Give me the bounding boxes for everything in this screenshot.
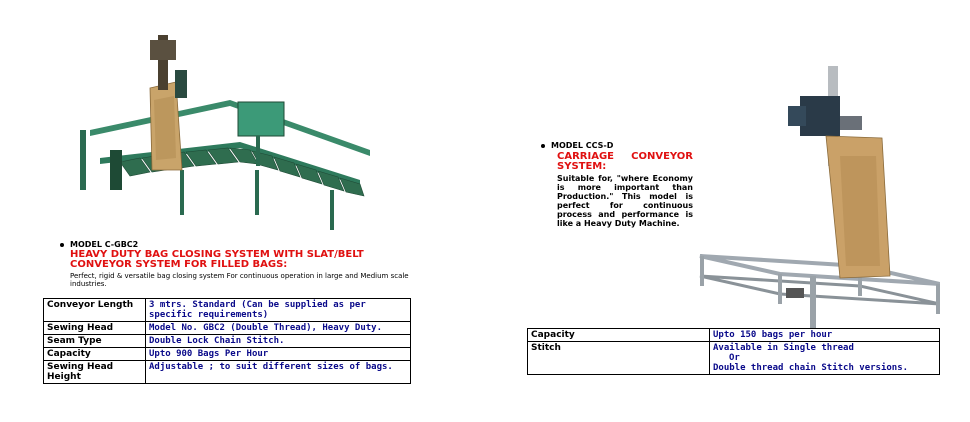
spec-label: Capacity [44, 348, 146, 361]
stitch-line-3: Double thread chain Stitch versions. [713, 363, 909, 373]
table-row [44, 348, 411, 361]
model-label-right: MODEL CCS-D [541, 141, 613, 150]
spec-table-right [527, 328, 940, 375]
spec-value: Double Lock Chain Stitch. [146, 335, 411, 348]
spec-label: Capacity [528, 329, 710, 342]
table-row [44, 322, 411, 335]
product-title: HEAVY DUTY BAG CLOSING SYSTEM WITH SLAT/BELT CONVEYOR SYSTEM FOR FILLED BAGS: [70, 249, 364, 270]
spec-label: Conveyor Length [44, 299, 146, 322]
spec-label: Sewing Head Height [44, 361, 146, 384]
stitch-line-2: Or [729, 353, 740, 363]
stitch-line-1: Available in Single thread [713, 343, 854, 353]
spec-value: Adjustable ; to suit different sizes of bags. [146, 361, 411, 384]
bullet-icon [541, 144, 545, 148]
spec-value: Upto 150 bags per hour [710, 329, 940, 342]
carriage-machine-image [690, 66, 940, 328]
product-description-right: Suitable for, "where Economy is more important than Production." This model is perfect for continuous process and performance is like a Heavy Duty Machine. [557, 174, 693, 228]
spec-value [710, 342, 940, 375]
spec-value: Model No. GBC2 (Double Thread), Heavy Duty. [146, 322, 411, 335]
spec-value: 3 mtrs. Standard (Can be supplied as per specific requirements) [146, 299, 411, 322]
product-title-right: CARRIAGE CONVEYOR SYSTEM: [557, 151, 693, 172]
table-row [528, 342, 940, 375]
conveyor-machine-image [80, 30, 370, 235]
spec-label: Stitch [528, 342, 710, 375]
table-row [44, 361, 411, 384]
model-label: MODEL C-GBC2 [60, 240, 138, 249]
bullet-icon [60, 243, 64, 247]
spec-value: Upto 900 Bags Per Hour [146, 348, 411, 361]
table-row [44, 299, 411, 322]
table-row [44, 335, 411, 348]
spec-label: Sewing Head [44, 322, 146, 335]
spec-table [43, 298, 411, 384]
spec-label: Seam Type [44, 335, 146, 348]
product-description: Perfect, rigid & versatile bag closing system For continuous operation in large and Medium scale industries. [70, 272, 409, 288]
table-row [528, 329, 940, 342]
